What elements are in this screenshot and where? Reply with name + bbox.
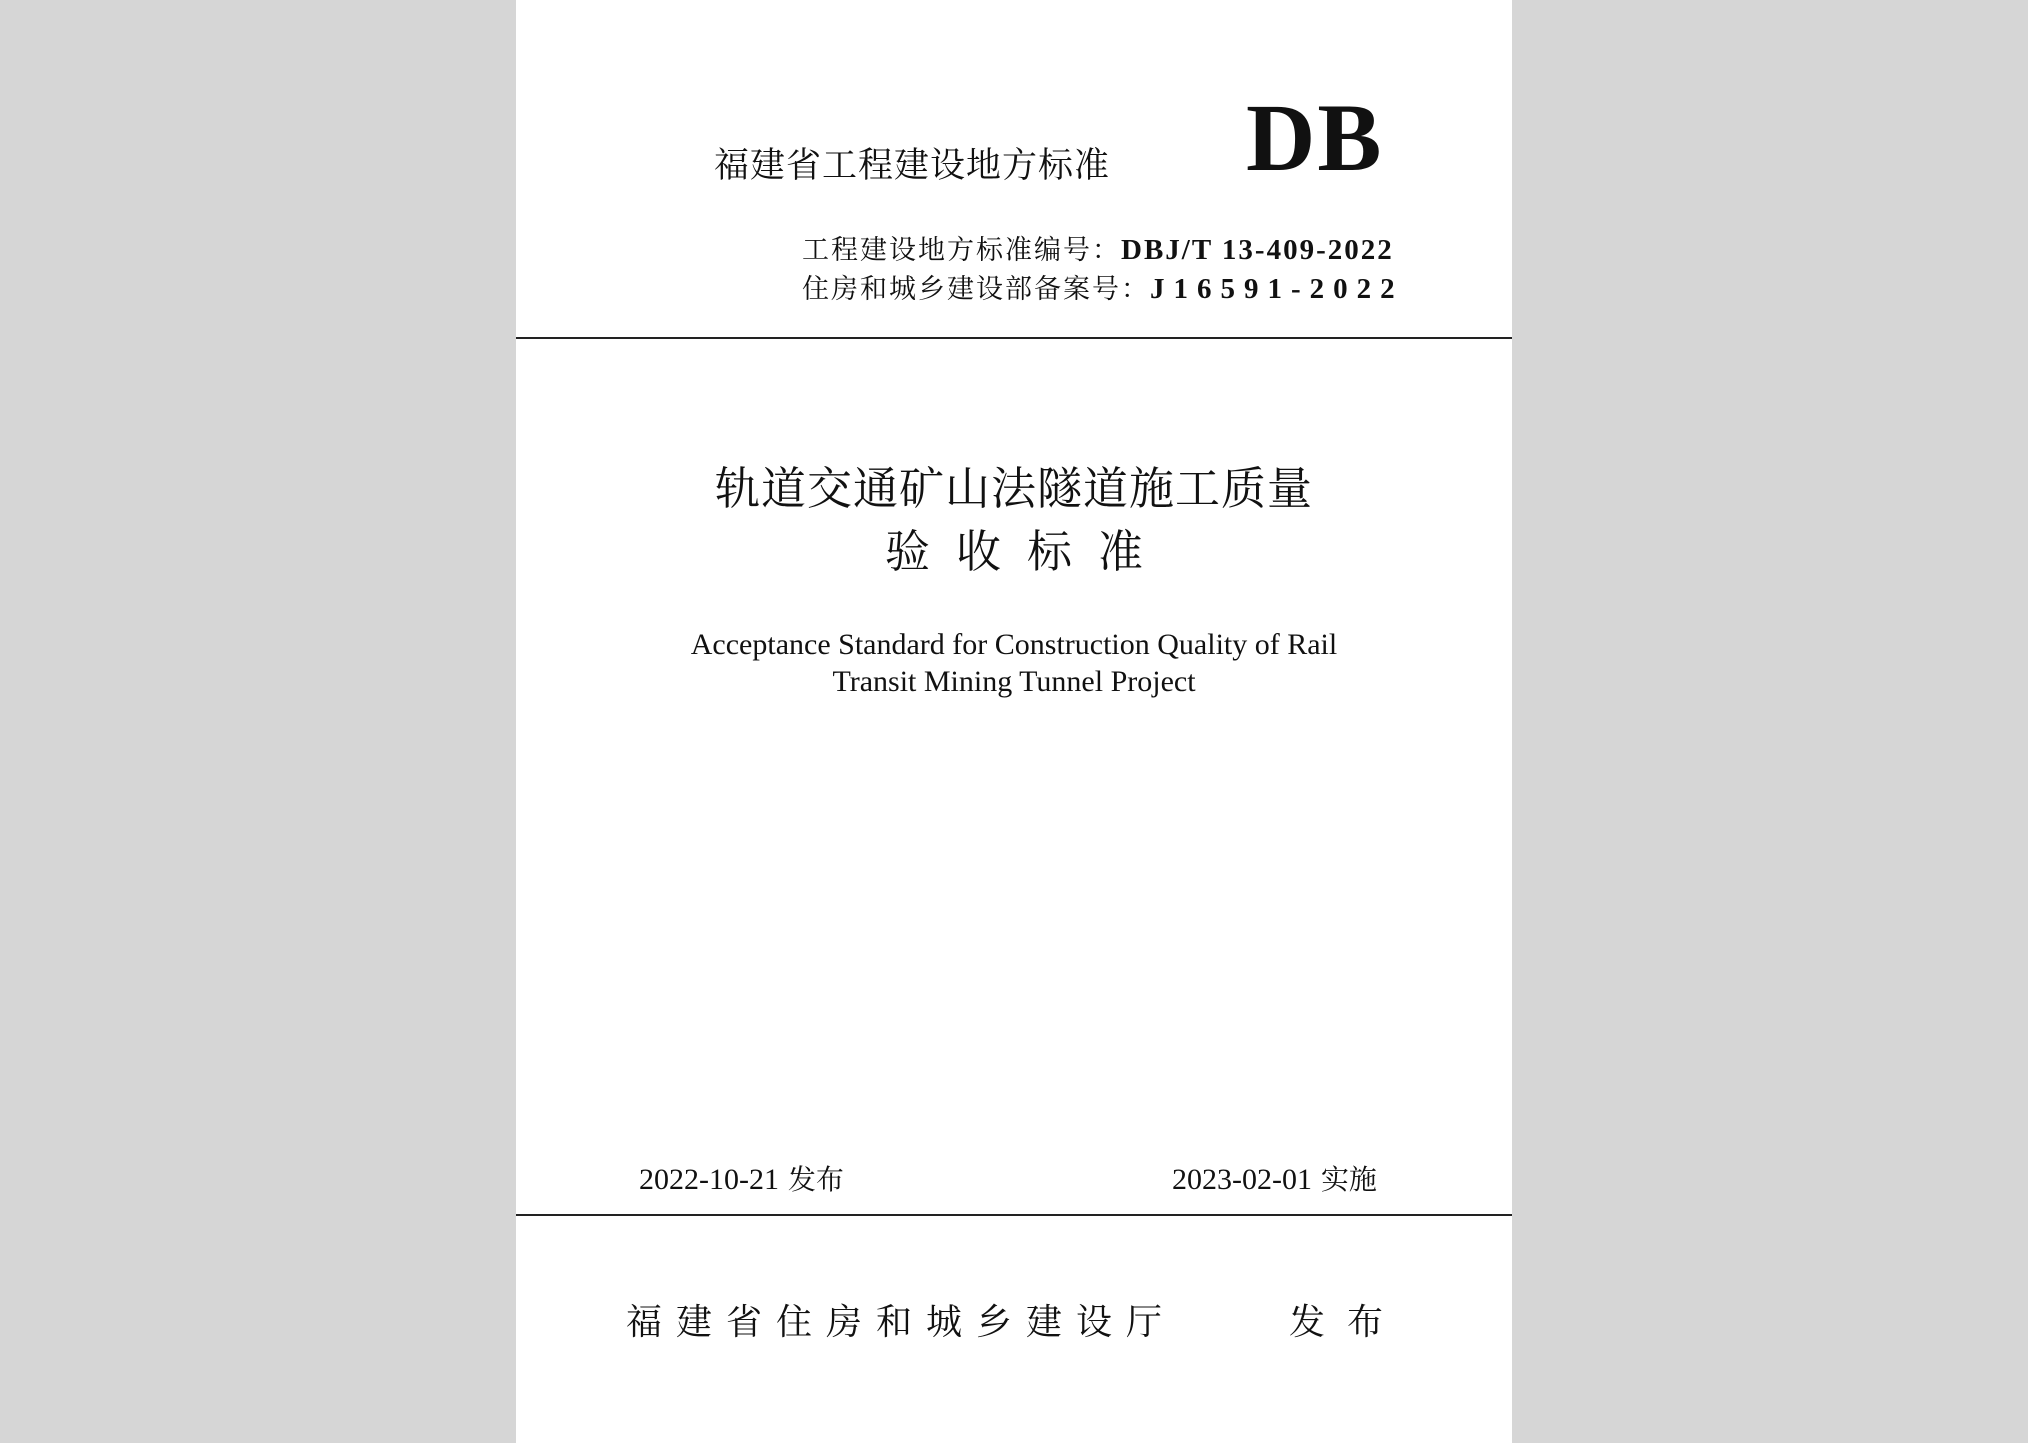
title-en-line1: Acceptance Standard for Construction Quality of Rail xyxy=(690,628,1338,661)
release-label: 发布 xyxy=(787,1163,844,1196)
title-en-line2: Transit Mining Tunnel Project xyxy=(832,665,1196,698)
release-date-line xyxy=(639,1158,844,1198)
effective-date: 2023-02-01 xyxy=(1172,1163,1312,1196)
local-standard-code: DBJ/T 13-409-2022 xyxy=(1121,234,1394,266)
effective-label: 实施 xyxy=(1320,1163,1377,1196)
local-standard-code-line xyxy=(802,228,1394,267)
record-number-label: 住房和城乡建设部备案号： xyxy=(802,274,1150,305)
title-cn-line1: 轨道交通矿山法隧道施工质量 xyxy=(714,462,1313,515)
db-mark: DB xyxy=(1246,84,1384,191)
record-number: J16591-2022 xyxy=(1150,273,1404,305)
standard-category: 福建省工程建设地方标准 xyxy=(714,146,1111,186)
publish-label: 发布 xyxy=(1289,1302,1406,1343)
record-number-line xyxy=(802,267,1404,306)
top-divider xyxy=(516,337,1512,339)
document-page xyxy=(516,0,1512,1443)
local-standard-code-label: 工程建设地方标准编号： xyxy=(802,235,1121,266)
publisher: 福建省住房和城乡建设厅 xyxy=(626,1302,1177,1343)
release-date: 2022-10-21 xyxy=(639,1163,779,1196)
title-cn-line2: 验收标准 xyxy=(884,525,1169,578)
effective-date-line xyxy=(1172,1158,1377,1198)
bottom-divider xyxy=(516,1214,1512,1216)
